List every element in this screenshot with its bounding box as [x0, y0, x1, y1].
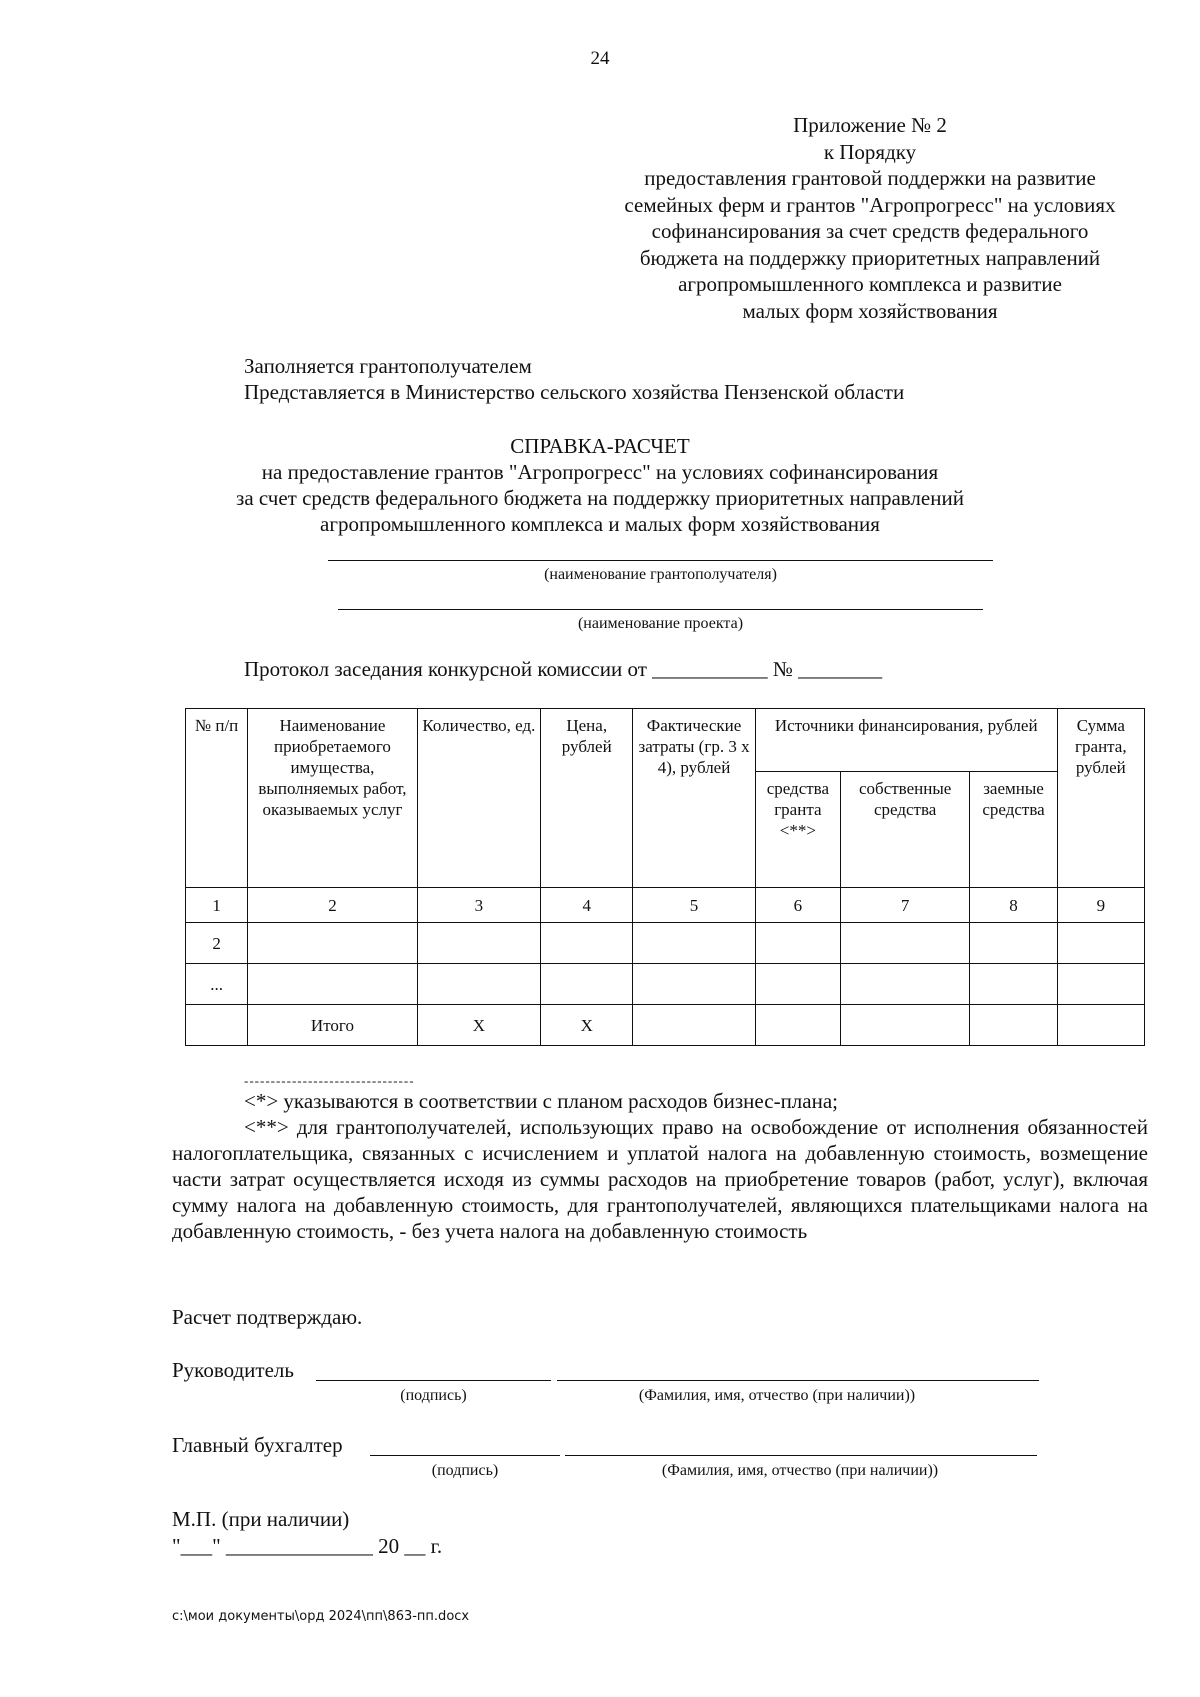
table-cell [186, 1005, 248, 1046]
table-cell[interactable] [970, 964, 1057, 1005]
header-name: Наименование приобретаемого имущества, выполняемых работ, оказываемых услуг [248, 709, 418, 888]
table-row [186, 964, 1145, 1005]
table-cell[interactable] [248, 923, 418, 964]
column-number: 8 [970, 888, 1057, 923]
table-cell[interactable] [541, 964, 633, 1005]
table-cell: X [417, 1005, 540, 1046]
table-cell[interactable] [840, 1005, 969, 1046]
table-cell[interactable] [755, 964, 840, 1005]
appendix-line: малых форм хозяйствования [742, 298, 998, 323]
header-borrowed-funds: заемные средства [970, 772, 1057, 888]
accountant-label: Главный бухгалтер [172, 1433, 343, 1457]
table-cell[interactable] [970, 1005, 1057, 1046]
recipient-name-hint: (наименование грантополучателя) [544, 566, 777, 583]
table-cell[interactable] [755, 1005, 840, 1046]
page-number: 24 [590, 48, 610, 69]
appendix-line: к Порядку [823, 139, 917, 164]
footnote-1: <*> указываются в соответствии с планом расходов бизнес-плана; [244, 1089, 838, 1113]
stamp-note: М.П. (при наличии) [172, 1507, 350, 1531]
accountant-fio-hint: (Фамилия, имя, отчество (при наличии)) [661, 1462, 939, 1479]
table-row [186, 923, 1145, 964]
column-number: 4 [541, 888, 633, 923]
table-cell[interactable] [541, 923, 633, 964]
title-line: агропромышленного комплекса и малых форм хозяйствования [320, 512, 880, 536]
table-cell[interactable] [840, 964, 969, 1005]
appendix-line: софинансирования за счет средств федерального [651, 219, 1089, 243]
header-actual-costs: Фактические затраты (гр. 3 x 4), рублей [633, 709, 755, 888]
table-cell[interactable] [633, 1005, 755, 1046]
head-signature-line[interactable] [316, 1380, 551, 1381]
total-label: Итого [248, 1005, 418, 1046]
appendix-header [580, 112, 1160, 324]
calculation-table [185, 708, 1145, 1046]
protocol-line: Протокол заседания конкурсной комиссии от ___________ № ________ [244, 657, 883, 681]
table-cell[interactable] [417, 923, 540, 964]
accountant-signature-hint: (подпись) [431, 1462, 499, 1479]
date-line: "___" ______________ 20 __ г. [172, 1534, 443, 1558]
header-funding-sources: Источники финансирования, рублей [755, 709, 1057, 772]
project-name-hint: (наименование проекта) [577, 615, 744, 632]
column-number: 2 [248, 888, 418, 923]
column-number: 3 [417, 888, 540, 923]
footnote-2: <**> для грантополучателей, использующих право на освобождение от исполнения обязанностей налогоплательщика, связанных с исчислением и уплатой налога на добавленную стоимость, возмещение части затрат осуществляется исходя из суммы расходов на приобретение товаров (работ, услуг), включая сумму налога на добавленную стоимость, для грантополучателей, являющихся плательщиками налога на добавленную стоимость, - без учета налога на добавленную стоимость [172, 1115, 1148, 1243]
column-number: 1 [186, 888, 248, 923]
title-line: на предоставление грантов "Агропрогресс" на условиях софинансирования [261, 460, 939, 484]
table-cell: ... [186, 964, 248, 1005]
header-grant-funds: средства гранта <**> [755, 772, 840, 888]
table-cell[interactable] [1057, 964, 1144, 1005]
project-name-line[interactable] [338, 609, 983, 610]
column-number: 7 [840, 888, 969, 923]
column-numbers-row [186, 888, 1145, 923]
table-cell: 2 [186, 923, 248, 964]
table-cell: X [541, 1005, 633, 1046]
table-cell[interactable] [633, 964, 755, 1005]
title-heading: СПРАВКА-РАСЧЕТ [510, 434, 690, 458]
file-path: c:\мои документы\орд 2024\пп\863-пп.docx [172, 1609, 470, 1624]
footnotes [172, 1088, 1148, 1244]
footnote-separator: -------------------------------- [244, 1073, 415, 1088]
total-row [186, 1005, 1145, 1046]
table-cell[interactable] [417, 964, 540, 1005]
table-cell[interactable] [1057, 923, 1144, 964]
accountant-fio-line[interactable] [565, 1455, 1037, 1456]
header-own-funds: собственные средства [840, 772, 969, 888]
head-signature-hint: (подпись) [400, 1387, 467, 1404]
header-price: Цена, рублей [541, 709, 633, 888]
table-cell[interactable] [840, 923, 969, 964]
submitted-to-note: Представляется в Министерство сельского хозяйства Пензенской области [244, 380, 905, 404]
header-grant-sum: Сумма гранта, рублей [1057, 709, 1144, 888]
header-num: № п/п [186, 709, 248, 888]
table-cell[interactable] [755, 923, 840, 964]
column-number: 5 [633, 888, 755, 923]
appendix-line: агропромышленного комплекса и развитие [678, 272, 1062, 296]
table-cell[interactable] [970, 923, 1057, 964]
accountant-signature-line[interactable] [370, 1455, 560, 1456]
header-qty: Количество, ед. [417, 709, 540, 888]
table-cell[interactable] [248, 964, 418, 1005]
stamp-block [172, 1506, 442, 1560]
table-cell[interactable] [633, 923, 755, 964]
appendix-line: Приложение № 2 [793, 113, 947, 137]
table-cell[interactable] [1057, 1005, 1144, 1046]
appendix-line: бюджета на поддержку приоритетных направлений [639, 245, 1101, 270]
recipient-name-line[interactable] [328, 560, 993, 561]
appendix-line: семейных ферм и грантов "Агропрогресс" на условиях [624, 192, 1116, 217]
document-title [0, 433, 1200, 537]
column-number: 9 [1057, 888, 1144, 923]
filled-by-note: Заполняется грантополучателем [244, 354, 532, 378]
appendix-line: предоставления грантовой поддержки на развитие [644, 166, 1096, 190]
column-number: 6 [755, 888, 840, 923]
head-fio-line[interactable] [557, 1380, 1039, 1381]
head-fio-hint: (Фамилия, имя, отчество (при наличии)) [638, 1387, 916, 1404]
confirm-text: Расчет подтверждаю. [172, 1305, 363, 1329]
title-line: за счет средств федерального бюджета на поддержку приоритетных направлений [236, 486, 964, 510]
head-label: Руководитель [172, 1358, 294, 1382]
fill-notes [244, 353, 904, 405]
